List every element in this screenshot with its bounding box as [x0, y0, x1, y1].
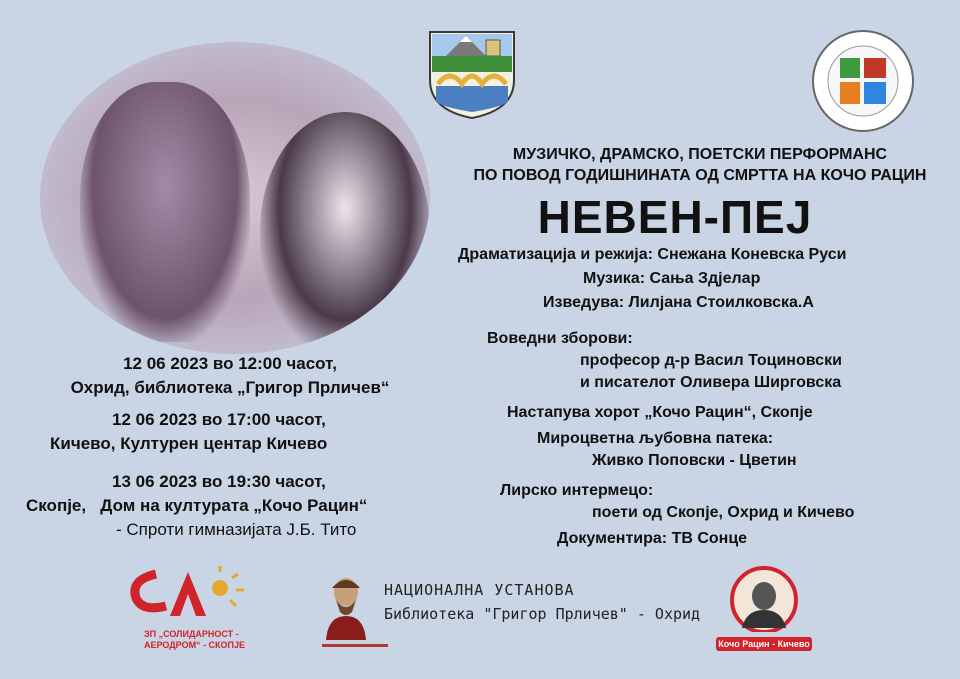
library-line-2: Библиотека "Григор Прличев" - Охрид [384, 605, 701, 623]
event-skopje [26, 470, 367, 542]
credit-direction: Драматизација и режија: Снежана Коневска Руси [458, 246, 847, 263]
event-place: Охрид, библиотека „Григор Прличев“ [70, 378, 390, 397]
path-name: Живко Поповски - Цветин [592, 452, 797, 469]
header-subtitle [440, 144, 960, 186]
event-date: 13 06 2023 во 19:30 часот, [112, 472, 326, 491]
intro-label: Воведни зборови: [487, 330, 633, 347]
racin-portrait-icon [716, 566, 812, 632]
event-ohrid [40, 352, 420, 400]
intro-speaker-1: професор д-р Васил Тоциновски [580, 352, 842, 369]
credit-music: Музика: Сања Здјелар [583, 270, 761, 287]
solidarnost-line-1: ЗП „СОЛИДАРНОСТ - [144, 629, 239, 639]
municipality-crest-icon [424, 26, 520, 122]
culture-house-seal-icon [810, 28, 916, 134]
lyric-names: поети од Скопје, Охрид и Кичево [592, 504, 855, 521]
event-kichevo [50, 408, 327, 456]
documentary-line: Документира: ТВ Сонце [557, 530, 748, 547]
library-line-1: НАЦИОНАЛНА УСТАНОВА [384, 581, 575, 599]
library-name [384, 578, 700, 626]
racin-badge-label: Кочо Рацин - Кичево [716, 637, 812, 651]
solidarnost-logo [126, 566, 246, 650]
woman-portrait [260, 112, 430, 352]
lyric-label: Лирско интермецо: [500, 482, 654, 499]
lib-divider [322, 644, 388, 647]
event-note: - Спроти гимназијата Ј.Б. Тито [116, 520, 357, 539]
portrait-photo [40, 42, 430, 354]
choir-line: Настапува хорот „Кочо Рацин“, Скопје [507, 404, 813, 421]
path-label: Мироцветна љубовна патека: [537, 430, 774, 447]
event-place: Кичево, Културен центар Кичево [50, 434, 328, 453]
credit-performer: Изведува: Лилјана Стоилковска.А [543, 294, 814, 311]
event-place: Скопје, Дом на културата „Кочо Рацин“ [26, 496, 368, 515]
man-portrait [80, 82, 250, 342]
solidarnost-emblem-icon [126, 566, 246, 624]
racin-kichevo-badge [716, 566, 812, 648]
prlichev-portrait-icon [322, 570, 370, 640]
solidarnost-line-2: АЕРОДРОМ“ - СКОПЈЕ [144, 640, 246, 650]
subtitle-line-1: МУЗИЧКО, ДРАМСКО, ПОЕТСКИ ПЕРФОРМАНС [512, 146, 888, 163]
intro-speaker-2: и писателот Оливера Ширговска [580, 374, 842, 391]
subtitle-line-2: ПО ПОВОД ГОДИШНИНАТА ОД СМРТТА НА КОЧО РАЦИН [473, 167, 927, 184]
event-date: 12 06 2023 во 17:00 часот, [112, 410, 326, 429]
event-date: 12 06 2023 во 12:00 часот, [123, 354, 337, 373]
event-title: НЕВЕН-ПЕЈ [537, 191, 813, 243]
